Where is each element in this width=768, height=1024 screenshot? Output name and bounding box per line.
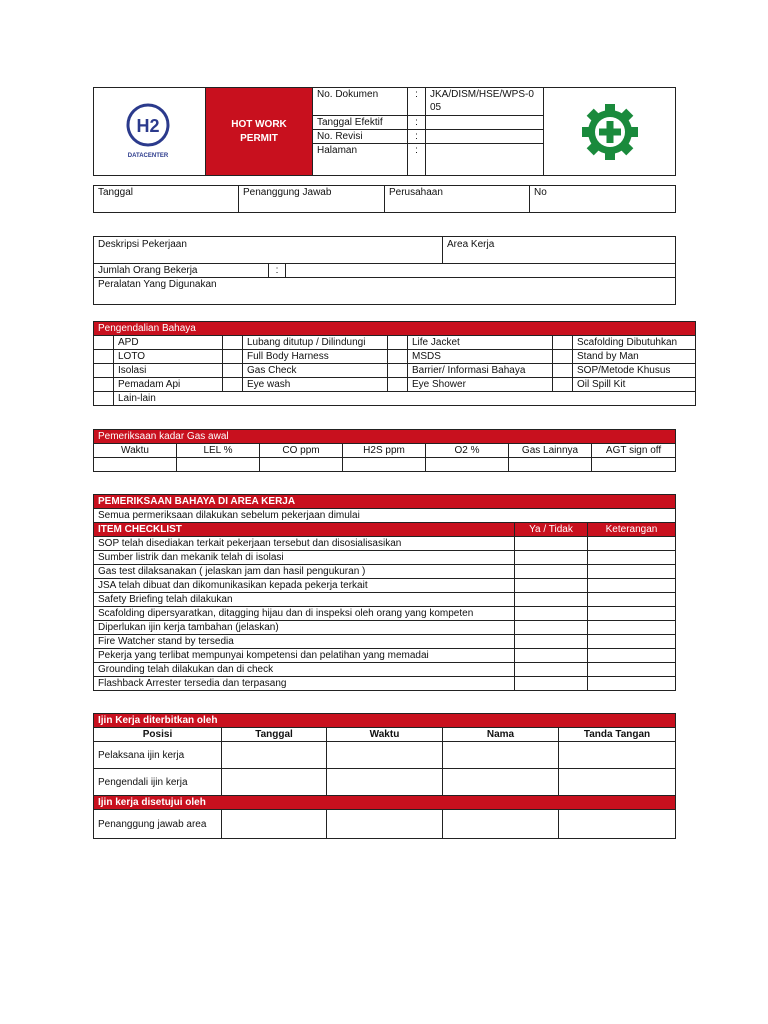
- gas-cell[interactable]: [94, 458, 177, 472]
- gas-table: [93, 429, 676, 472]
- gas-title: Pemeriksaan kadar Gas awal: [94, 430, 676, 444]
- gas-cell[interactable]: [343, 458, 426, 472]
- hazard-checkbox[interactable]: [388, 378, 408, 392]
- hazard-title: Pengendalian Bahaya: [94, 322, 696, 336]
- work-area-kerja[interactable]: Area Kerja: [443, 237, 676, 264]
- permit-cell[interactable]: [327, 742, 443, 769]
- gas-cell[interactable]: [592, 458, 676, 472]
- checklist-ket-cell[interactable]: [588, 621, 676, 635]
- permit-cell[interactable]: [443, 742, 559, 769]
- hazard-item: Pemadam Api: [114, 378, 223, 392]
- logo-brand: H2: [136, 115, 160, 136]
- checklist-item: Pekerja yang terlibat mempunyai kompetensi dan pelatihan yang memadai: [94, 649, 515, 663]
- checklist-item: Safety Briefing telah dilakukan: [94, 593, 515, 607]
- permit-header: Tanda Tangan: [559, 728, 676, 742]
- hazard-item: Full Body Harness: [243, 350, 388, 364]
- title-line2: PERMIT: [240, 132, 278, 144]
- work-jumlah-value[interactable]: [286, 264, 676, 278]
- hazard-item: Scafolding Dibutuhkan: [573, 336, 696, 350]
- checklist-col-ket: Keterangan: [588, 523, 676, 537]
- field-label-0: No. Dokumen: [313, 88, 408, 116]
- logo-cell: [94, 88, 206, 176]
- field-label-3: Halaman: [313, 144, 408, 176]
- checklist-ya-cell[interactable]: [515, 621, 588, 635]
- field-sep-2: :: [408, 130, 426, 144]
- permit-cell[interactable]: [327, 810, 443, 839]
- permit-header: Tanggal: [222, 728, 327, 742]
- hazard-checkbox[interactable]: [388, 336, 408, 350]
- checklist-ya-cell[interactable]: [515, 677, 588, 691]
- checklist-ket-cell[interactable]: [588, 579, 676, 593]
- safety-gear-icon: [548, 97, 672, 167]
- permit-header: Nama: [443, 728, 559, 742]
- checklist-item: Gas test dilaksanakan ( jelaskan jam dan hasil pengukuran ): [94, 565, 515, 579]
- permit-cell[interactable]: [443, 810, 559, 839]
- field-sep-0: :: [408, 88, 426, 116]
- hazard-table: [93, 321, 696, 406]
- info-table: [93, 185, 676, 213]
- checklist-item: Fire Watcher stand by tersedia: [94, 635, 515, 649]
- hazard-item: Gas Check: [243, 364, 388, 378]
- permit-posisi: Penanggung jawab area: [94, 810, 222, 839]
- permit-header: Posisi: [94, 728, 222, 742]
- field-sep-3: :: [408, 144, 426, 176]
- hazard-item: Eye wash: [243, 378, 388, 392]
- hazard-checkbox[interactable]: [223, 350, 243, 364]
- work-jumlah-label: Jumlah Orang Bekerja: [94, 264, 269, 278]
- permit-cell[interactable]: [327, 769, 443, 796]
- hazard-checkbox[interactable]: [94, 350, 114, 364]
- gas-cell[interactable]: [509, 458, 592, 472]
- logo-caption: DATACENTER: [127, 152, 169, 159]
- checklist-item: SOP telah disediakan terkait pekerjaan tersebut dan disosialisasikan: [94, 537, 515, 551]
- field-value-0: JKA/DISM/HSE/WPS-005: [426, 88, 544, 116]
- checklist-title: PEMERIKSAAN BAHAYA DI AREA KERJA: [94, 495, 676, 509]
- gas-cell[interactable]: [260, 458, 343, 472]
- field-value-1: [426, 116, 544, 130]
- gas-header: CO ppm: [260, 444, 343, 458]
- checklist-ya-cell[interactable]: [515, 593, 588, 607]
- checklist-item: Flashback Arrester tersedia dan terpasang: [94, 677, 515, 691]
- field-label-2: No. Revisi: [313, 130, 408, 144]
- permit-cell[interactable]: [222, 742, 327, 769]
- hazard-item: Life Jacket: [408, 336, 553, 350]
- gas-cell[interactable]: [426, 458, 509, 472]
- work-deskripsi[interactable]: Deskripsi Pekerjaan: [94, 237, 443, 264]
- checklist-ya-cell[interactable]: [515, 663, 588, 677]
- checklist-item: Sumber listrik dan mekanik telah di isolasi: [94, 551, 515, 565]
- checklist-ya-cell[interactable]: [515, 551, 588, 565]
- hazard-item: SOP/Metode Khusus: [573, 364, 696, 378]
- checklist-ket-cell[interactable]: [588, 635, 676, 649]
- checklist-ket-cell[interactable]: [588, 607, 676, 621]
- hazard-checkbox[interactable]: [223, 364, 243, 378]
- hazard-checkbox[interactable]: [553, 336, 573, 350]
- info-tanggal[interactable]: Tanggal: [94, 186, 239, 213]
- permit-issued-title: Ijin Kerja diterbitkan oleh: [94, 714, 676, 728]
- work-peralatan[interactable]: Peralatan Yang Digunakan: [94, 278, 676, 305]
- hazard-item: Oil Spill Kit: [573, 378, 696, 392]
- title-cell: [206, 88, 313, 176]
- hazard-item: APD: [114, 336, 223, 350]
- checklist-col-ya: Ya / Tidak: [515, 523, 588, 537]
- checklist-item: JSA telah dibuat dan dikomunikasikan kepada pekerja terkait: [94, 579, 515, 593]
- hazard-item: Eye Shower: [408, 378, 553, 392]
- hazard-checkbox[interactable]: [223, 336, 243, 350]
- checklist-ya-cell[interactable]: [515, 537, 588, 551]
- gas-header: O2 %: [426, 444, 509, 458]
- h2-logo-icon: [98, 101, 198, 163]
- field-value-3: [426, 144, 544, 176]
- checklist-ket-cell[interactable]: [588, 649, 676, 663]
- title-line1: HOT WORK: [231, 118, 287, 130]
- checklist-ket-cell[interactable]: [588, 551, 676, 565]
- field-sep-1: :: [408, 116, 426, 130]
- hazard-item: LOTO: [114, 350, 223, 364]
- field-label-1: Tanggal Efektif: [313, 116, 408, 130]
- info-penanggung-jawab[interactable]: Penanggung Jawab: [239, 186, 385, 213]
- gear-cell: [544, 88, 676, 176]
- hazard-item: Barrier/ Informasi Bahaya: [408, 364, 553, 378]
- checklist-item: Scafolding dipersyaratkan, ditagging hijau dan di inspeksi oleh orang yang kompeten: [94, 607, 515, 621]
- checklist-item: Grounding telah dilakukan dan di check: [94, 663, 515, 677]
- permit-cell[interactable]: [559, 742, 676, 769]
- hazard-item: Stand by Man: [573, 350, 696, 364]
- gas-header: LEL %: [177, 444, 260, 458]
- checklist-ya-cell[interactable]: [515, 635, 588, 649]
- info-perusahaan[interactable]: Perusahaan: [385, 186, 530, 213]
- checklist-note: Semua permeriksaan dilakukan sebelum pekerjaan dimulai: [94, 509, 676, 523]
- hazard-checkbox[interactable]: [94, 364, 114, 378]
- checklist-ya-cell[interactable]: [515, 565, 588, 579]
- checklist-ket-cell[interactable]: [588, 677, 676, 691]
- gas-header: Waktu: [94, 444, 177, 458]
- header-table: [93, 87, 676, 176]
- field-value-2: [426, 130, 544, 144]
- hazard-checkbox[interactable]: [553, 378, 573, 392]
- permit-posisi: Pengendali ijin kerja: [94, 769, 222, 796]
- hazard-checkbox[interactable]: [553, 350, 573, 364]
- checklist-item: Diperlukan ijin kerja tambahan (jelaskan): [94, 621, 515, 635]
- checklist-col-item: ITEM CHECKLIST: [94, 523, 515, 537]
- hazard-item: Isolasi: [114, 364, 223, 378]
- info-no[interactable]: No: [530, 186, 676, 213]
- work-jumlah-sep: :: [269, 264, 286, 278]
- checklist-ya-cell[interactable]: [515, 579, 588, 593]
- hazard-lain-lain[interactable]: Lain-lain: [114, 392, 696, 406]
- checklist-table: [93, 494, 676, 691]
- hazard-item: Lubang ditutup / Dilindungi: [243, 336, 388, 350]
- work-table: [93, 236, 676, 305]
- checklist-ya-cell[interactable]: [515, 607, 588, 621]
- gas-cell[interactable]: [177, 458, 260, 472]
- hazard-checkbox[interactable]: [553, 364, 573, 378]
- hazard-checkbox[interactable]: [388, 350, 408, 364]
- checklist-ket-cell[interactable]: [588, 565, 676, 579]
- checklist-ket-cell[interactable]: [588, 663, 676, 677]
- hazard-item: MSDS: [408, 350, 553, 364]
- gas-header: H2S ppm: [343, 444, 426, 458]
- checklist-ket-cell[interactable]: [588, 537, 676, 551]
- gas-header: Gas Lainnya: [509, 444, 592, 458]
- hazard-checkbox[interactable]: [223, 378, 243, 392]
- hazard-checkbox[interactable]: [94, 392, 114, 406]
- permit-approved-title: Ijin kerja disetujui oleh: [94, 796, 676, 810]
- permit-cell[interactable]: [559, 769, 676, 796]
- checklist-ya-cell[interactable]: [515, 649, 588, 663]
- permit-table: [93, 713, 676, 839]
- gas-header: AGT sign off: [592, 444, 676, 458]
- permit-cell[interactable]: [443, 769, 559, 796]
- hazard-checkbox[interactable]: [94, 336, 114, 350]
- permit-cell[interactable]: [559, 810, 676, 839]
- permit-header: Waktu: [327, 728, 443, 742]
- permit-cell[interactable]: [222, 769, 327, 796]
- checklist-ket-cell[interactable]: [588, 593, 676, 607]
- permit-cell[interactable]: [222, 810, 327, 839]
- permit-posisi: Pelaksana ijin kerja: [94, 742, 222, 769]
- hazard-checkbox[interactable]: [94, 378, 114, 392]
- hazard-checkbox[interactable]: [388, 364, 408, 378]
